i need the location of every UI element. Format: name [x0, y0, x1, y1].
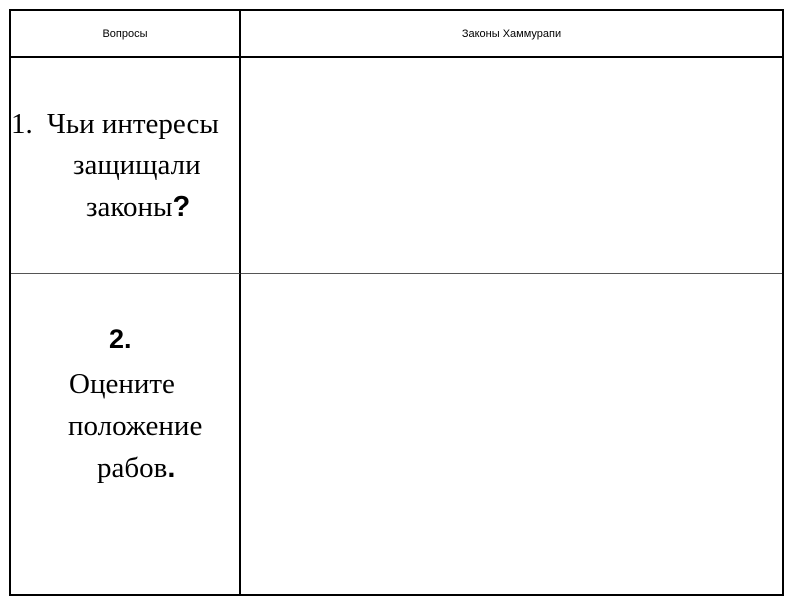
question-2-period: . — [167, 452, 176, 484]
header-questions-label: Вопросы — [102, 27, 148, 40]
question-1-line-3-text: законы — [86, 191, 173, 223]
question-cell-2 — [11, 274, 241, 594]
header-laws-label: Законы Хаммурапи — [461, 27, 562, 40]
header-questions — [11, 11, 241, 58]
question-cell-1 — [11, 58, 241, 274]
question-1-question-mark: ? — [172, 191, 191, 223]
question-1-line-1: Чьи интересы — [47, 108, 219, 140]
question-2-line-3-text: рабов — [97, 452, 168, 484]
question-2-line-3 — [97, 450, 175, 486]
question-2-line-1: Оцените — [69, 368, 175, 400]
question-1-number: 1. — [11, 108, 33, 140]
answer-cell-2[interactable] — [241, 274, 782, 594]
question-1-line-2: защищали — [73, 149, 201, 181]
question-2-line-2: положение — [68, 410, 203, 442]
answer-cell-1[interactable] — [241, 58, 782, 274]
header-laws — [241, 11, 782, 58]
questions-table — [9, 9, 784, 596]
question-2-number: 2. — [109, 324, 132, 354]
question-1-line-3 — [86, 189, 190, 225]
